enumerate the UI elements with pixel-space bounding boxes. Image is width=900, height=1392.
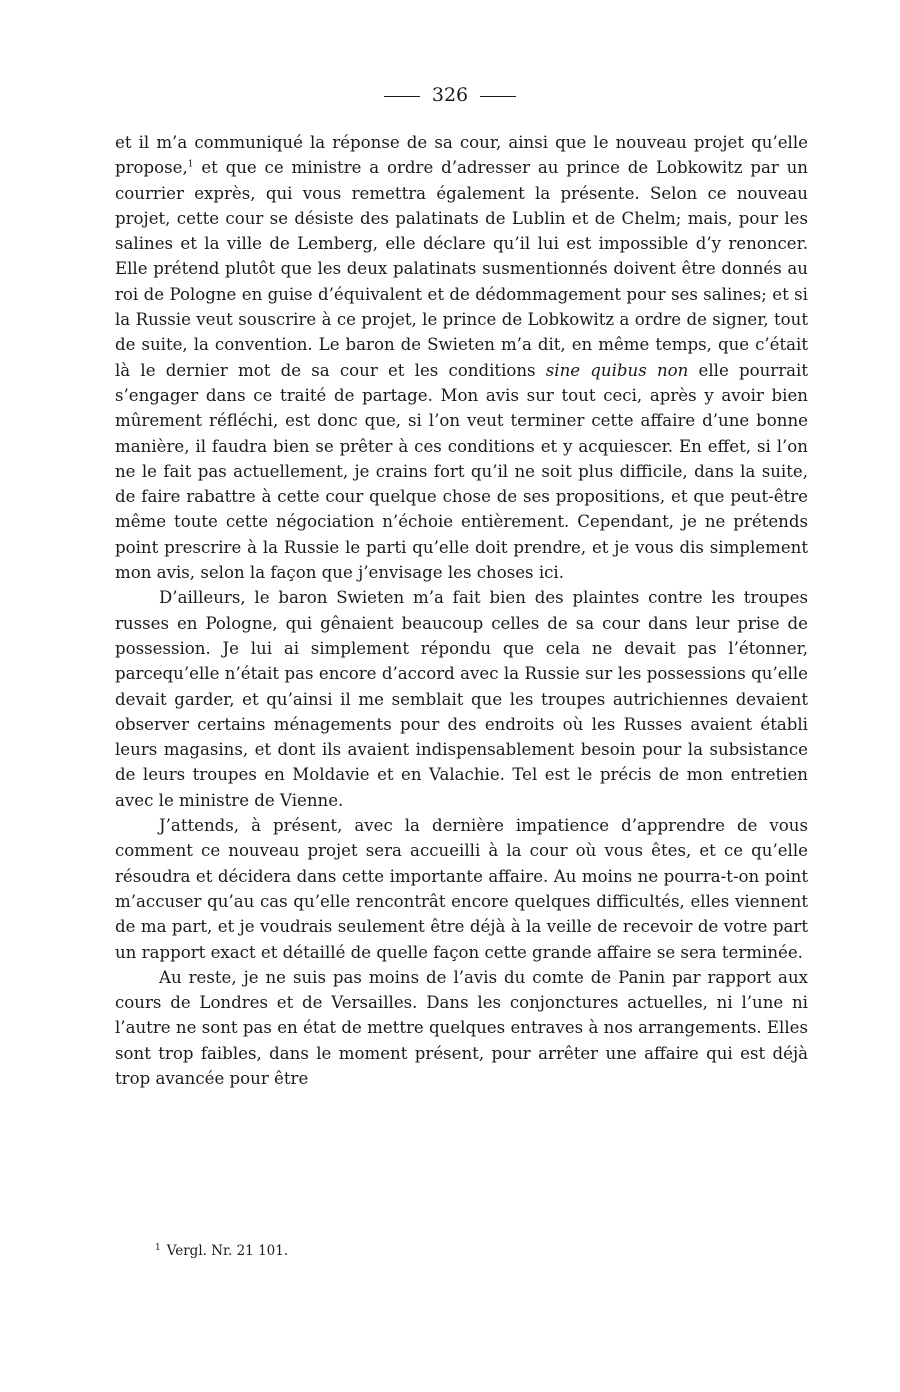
header-dash-right [480,96,516,97]
page-header [0,82,900,108]
paragraph-4: Au reste, je ne suis pas moins de l’avis du comte de Panin par rapport aux cours de Londres et de Versailles. Dans les conjonctures actuelles, ni l’une ni l’autre ne sont pas en état de mettre quelques entraves à nos arrangements. Elles sont trop faibles, dans le moment présent, pour arrêter une affaire qui est déjà trop avancée pour être [115,967,808,1088]
footnote-reference: 1 [187,159,194,170]
paragraph-1 [115,130,808,585]
paragraph-2: D’ailleurs, le baron Swieten m’a fait bien des plaintes contre les troupes russes en Pologne, qui gênaient beaucoup celles de sa cour dans leur prise de possession. Je lui ai simplement répondu que cela ne devait pas l’étonner, parcequ’elle n’était pas encore d’accord avec la Russie sur les possessions qu’elle devait garder, et qu’ainsi il me semblait que les troupes autrichiennes devaient observer certains ménagements pour des endroits où les Russes avaient établi leurs magasins, et dont ils avaient indispensablement besoin pour la subsistance de leurs troupes en Moldavie et en Valachie. Tel est le précis de mon entretien avec le ministre de Vienne. [115,588,808,810]
paragraph-3: J’attends, à présent, avec la dernière impatience d’apprendre de vous comment ce nouveau projet sera accueilli à la cour où vous êtes, et ce qu’elle résoudra et décidera dans cette importante affaire. Au moins ne pourra-t-on point m’accuser qu’au cas qu’elle rencontrât encore quelques difficultés, elles viennent de ma part, et je voudrais seulement être déjà à la veille de recevoir de votre part un rapport exact et détaillé de quelle façon cette grande affaire se sera terminée. [115,816,808,962]
paragraph-1-italic-phrase: sine quibus non [545,360,689,380]
header-dash-left [384,96,420,97]
paragraph-1-text-c: elle pourrait s’engager dans ce traité de partage. Mon avis sur tout ceci, après y avoir bien mûrement réfléchi, est donc que, si l’on veut terminer cette affaire d’une bonne manière, il faudra bien se prêter à ces conditions et y acquiescer. En effet, si l’on ne le fait pas actuellement, je crains fort qu’il ne soit plus difficile, dans la suite, de faire rabattre à cette cour quelque chose de ses propositions, et que peut-être même toute cette négociation n’échoie entièrement. Cependant, je ne prétends point prescrire à la Russie le parti qu’elle doit prendre, et je vous dis simplement mon avis, selon la façon que j’envisage les choses ici. [115,360,808,583]
page-number: 326 [431,84,469,106]
paragraph-1-text-a: et il m’a communiqué la réponse de sa cour, ainsi que le nouveau projet qu’elle propose, [115,133,808,178]
footnote [155,1240,288,1262]
footnote-marker: 1 [155,1242,161,1253]
paragraph-1-text-b: et que ce ministre a ordre d’adresser au prince de Lobkowitz par un courrier exprès, qui vous remettra également la présente. Selon ce nouveau projet, cette cour se désiste des palatinats de Lublin et de Chelm; mais, pour les salines et la ville de Lemberg, elle déclare qu’il lui est impossible d’y renoncer. Elle prétend plutôt que les deux palatinats susmentionnés doivent être donnés au roi de Pologne en guise d’équivalent et de dédommagement pour ses salines; et si la Russie veut souscrire à ce projet, le prince de Lobkowitz a ordre de signer, tout de suite, la convention. Le baron de Swieten m’a dit, en même temps, que c’était là le dernier mot de sa cour et les conditions [115,158,808,380]
footnote-text: Vergl. Nr. 21 101. [166,1243,289,1259]
body-text [115,130,808,1091]
